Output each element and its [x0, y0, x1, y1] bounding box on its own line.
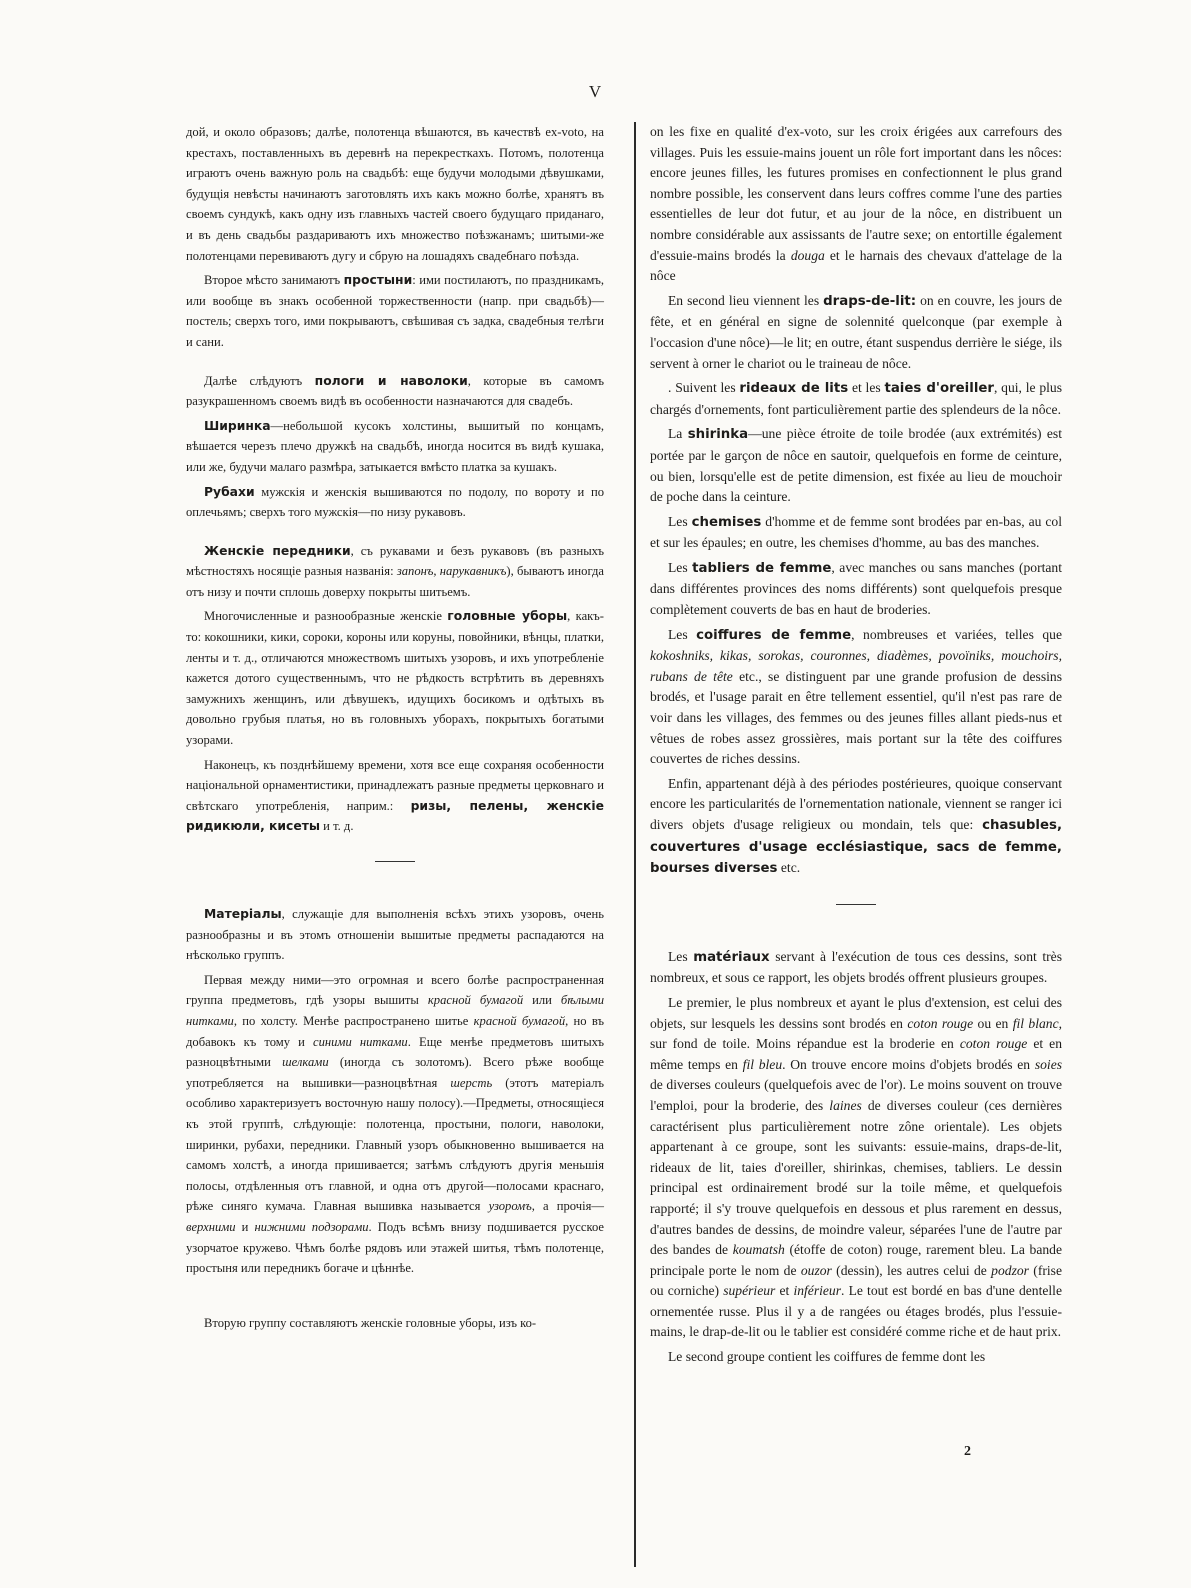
italic-term: запонъ, нарукавникъ: [396, 564, 507, 579]
keyword: chasubles, couvertures d'usage ecclésiastique, sacs de femme, bourses diverses: [650, 818, 1062, 877]
italic-term: шелками: [282, 1055, 329, 1070]
paragraph: [650, 1347, 1062, 1368]
paragraph: [186, 541, 604, 603]
text-run: servant à l'exécution de tous ces dessins, sont très nombreux, et sous ce rapport, les objets brodés offrent plusieurs groupes.: [650, 948, 1062, 986]
text-run: La: [668, 426, 688, 442]
paragraph: [186, 755, 604, 837]
text-run: Вторую группу составляютъ женскіе головные уборы, изъ ко-: [204, 1315, 537, 1330]
text-run: de diverses couleur (ces dernières caractérisent plus particulièrement notre zône orientale). Les objets appartenant à ce groupe, sont les suivants: essuie-mains, draps-de-lit, rideaux de lit, taies d'oreiller, shirinkas, chemises, tabliers. Le dessin principal est ordinairement brodé sur la toile même, et quelquefois rapporté; il s'y trouve quelquefois en dessous et plus rarement en dessus, d'autres bandes de dessins, de moindre valeur, séparées l'une de l'autre par des bandes de: [650, 1097, 1062, 1258]
text-run: —небольшой кусокъ холстины, вышитый по концамъ, вѣшается черезъ плечо дружкѣ на свадьбѣ, иногда носится въ видѣ кушака, или же, будучи малаго размѣра, затыкается вмѣсто платка за кушакъ.: [186, 418, 604, 474]
italic-term: coton rouge: [959, 1036, 1028, 1052]
paragraph: [650, 122, 1062, 287]
text-run: Наконецъ, къ позднѣйшему времени, хотя все еще сохраняя особенности національной орнаментистики, принадлежатъ разные предметы церковнаго и свѣтскаго употребленія, наприм.:: [186, 757, 604, 813]
text-run: ou en: [973, 1015, 1013, 1031]
italic-term: laines: [829, 1097, 862, 1113]
text-run: мужскія и женскія вышиваются по подолу, по вороту и по оплечьямъ; сверхъ того мужскія—по низу рукавовъ.: [186, 484, 604, 520]
italic-term: нижними подзорами: [254, 1219, 369, 1234]
text-run: и: [235, 1219, 255, 1234]
text-run: et le harnais des chevaux d'attelage de la nôce: [650, 247, 1062, 284]
text-run: Второе мѣсто занимаютъ: [204, 273, 344, 288]
paragraph: [186, 482, 604, 523]
italic-term: синими нитками: [313, 1034, 408, 1049]
text-run: on en couvre, les jours de fête, et en général en signe de solennité quelconque (par exemple à l'occasion d'une nôce)—le lit; en outre, étant suspendus derrière le siége, ils servent à orner le chariot ou le traineau de nôce.: [650, 292, 1062, 371]
text-run: , а прочія—: [531, 1199, 604, 1214]
text-run: (этотъ матеріалъ особливо характеризуетъ восточную нашу полосу).—Предметы, относящіеся къ этой группѣ, слѣдующіе: полотенца, простыни, пологи, наволоки, ширинки, рубахи, передники. Главный узоръ обыкновенно вышивается на самомъ холстѣ, а иногда пришивается; затѣмъ слѣдуютъ другія меньшія полосы, отдѣленныя отъ главной, и одна отъ другой—полосами краснаго, рѣже синяго кумача. Главная вышивка называется: [186, 1075, 604, 1214]
text-run: : ими постилаютъ, по праздникамъ, или вообще въ знакъ особенной торжественности (напр. при свадьбѣ)—постель; сверхъ того, ими покрываютъ, свѣшивая съ задка, свадебныя телѣги и сани.: [186, 273, 605, 349]
keyword: Ширинка: [204, 418, 271, 433]
text-run: , служащіе для выполненія всѣхъ этихъ узоровъ, очень разнообразны и въ этомъ отношеніи вышитые предметы распадаются на нѣсколько группъ.: [186, 907, 604, 963]
keyword: rideaux de lits: [739, 381, 849, 397]
text-run: de diverses couleurs (quelquefois avec de l'or). Le moins souvent on trouve l'emploi, pour la broderie, des: [650, 1077, 1062, 1113]
text-run: , по холсту. Менѣе распространено шитье: [233, 1013, 474, 1028]
paragraph: [186, 1313, 604, 1334]
text-run: , nombreuses et variées, telles que: [851, 626, 1063, 642]
text-run: и т. д.: [320, 819, 354, 834]
keyword: coiffures de femme: [696, 627, 852, 643]
paragraph: [186, 904, 604, 966]
text-run: (étoffe de coton) rouge, rarement bleu. La bande principale porte le nom de: [650, 1242, 1062, 1278]
italic-term: douga: [790, 247, 825, 263]
keyword: chemises: [691, 514, 762, 530]
text-run: (dessin), les autres celui de: [831, 1262, 992, 1278]
paragraph: [650, 558, 1062, 621]
text-run: Les: [668, 626, 697, 642]
keyword: головные уборы: [447, 609, 568, 624]
keyword: matériaux: [693, 949, 770, 965]
text-run: Многочисленные и разнообразные женскіе: [204, 609, 448, 624]
italic-term: ouzor: [800, 1262, 832, 1278]
italic-term: fil blanc: [1012, 1015, 1059, 1031]
text-run: et en même temps en: [650, 1036, 1063, 1072]
paragraph: [650, 947, 1062, 989]
italic-term: soies: [1034, 1056, 1063, 1072]
french-column: [650, 122, 1062, 1372]
text-run: Le second groupe contient les coiffures de femme dont les: [668, 1349, 986, 1365]
italic-term: шерсть: [450, 1075, 493, 1090]
keyword: tabliers de femme: [692, 560, 832, 576]
text-run: дой, и около образовъ; далѣе, полотенца вѣшаются, въ качествѣ ex-voto, на крестахъ, поставленныхъ въ деревнѣ на перекресткахъ. Потомъ, полотенца играютъ очень важную роль на свадьбѣ: еще будучи молодыми дѣвушками, будущія невѣсты начинаютъ заготовлять ихъ какъ можно болѣе, хранятъ въ своемъ сундукѣ, какъ одну изъ главныхъ частей своего будущаго приданаго, и въ день свадьбы раздариваютъ ихъ множество поѣзжанамъ; шитыми-же полотенцами перевиваютъ дугу и сбрую на лошадяхъ свадебнаго поѣзда.: [186, 125, 604, 263]
paragraph: [650, 291, 1062, 374]
italic-term: верхними: [186, 1219, 236, 1234]
italic-term: узоромъ: [488, 1199, 532, 1214]
text-run: или: [523, 993, 561, 1008]
text-run: Les: [668, 513, 692, 529]
text-run: . Подъ всѣмъ внизу подшивается русское узорчатое кружево. Чѣмъ болѣе рядовъ или этажей шитья, тѣмъ полотенце, простыня или передникъ богаче и цѣннѣе.: [186, 1219, 604, 1276]
keyword: простыни: [343, 273, 413, 288]
text-run: Les: [668, 948, 694, 964]
text-run: , sur fond de toile. Moins répandue est la broderie en: [650, 1015, 1063, 1052]
paragraph: [186, 371, 604, 412]
text-run: Les: [668, 559, 693, 575]
text-run: , avec manches ou sans manches (portant dans différentes provinces des noms différents) sont quelquefois presque complètement couverts de bas en haut de broderies.: [650, 559, 1062, 618]
text-run: d'homme et de femme sont brodées par en-bas, au col et sur les épaules; en outre, les chemises d'homme, au bas des manches.: [650, 513, 1063, 551]
italic-term: koumatsh: [732, 1242, 785, 1258]
italic-term: красной бумагой: [473, 1013, 566, 1028]
italic-term: бѣлыми нитками: [186, 993, 604, 1028]
paragraph: [650, 774, 1062, 880]
text-run: , съ рукавами и безъ рукавовъ (въ разныхъ мѣстностяхъ носящіе разныя названія:: [186, 543, 604, 579]
italic-term: inférieur: [793, 1283, 842, 1299]
paragraph: [186, 270, 604, 352]
paragraph: [186, 416, 604, 478]
paragraph: [186, 970, 604, 1279]
text-run: En second lieu viennent les: [668, 292, 824, 308]
paragraph: [186, 606, 604, 750]
keyword: shirinka: [687, 427, 749, 443]
text-run: ), бываютъ иногда отъ низу и почти сплошь доверху покрыты шитьемъ.: [186, 564, 604, 599]
keyword: Матеріалы: [204, 907, 282, 921]
text-run: , qui, le plus chargés d'ornements, font particulièrement partie des splendeurs de la nôce.: [650, 380, 1062, 417]
paragraph: [650, 512, 1062, 554]
text-run: (frise ou corniche): [650, 1262, 1062, 1299]
signature-mark: 2: [964, 1444, 971, 1459]
keyword: ризы, пелены, женскіе ридикюли, кисеты: [186, 798, 604, 834]
keyword: пологи и наволоки: [314, 373, 468, 388]
text-run: —une pièce étroite de toile brodée (aux extrémités) est portée par le garçon de nôce en sautoir, quelquefois en forme de ceinture, ou bien, lorsqu'elle est de petite dimension, est fixée au lieu de mouchoir de poche dans la ceinture.: [650, 426, 1062, 505]
section-separator: [375, 861, 415, 862]
text-run: (иногда съ золотомъ). Всего рѣже вообще употребляется на вышивки—разноцвѣтная: [186, 1055, 605, 1090]
keyword: draps-de-lit:: [823, 293, 917, 309]
text-run: Первая между ними—это огромная и всего болѣе распространенная группа предметовъ, гдѣ узоры вышиты: [186, 972, 604, 1008]
paragraph: [650, 424, 1062, 507]
italic-term: kokoshniks, kikas, sorokas, couronnes, diadèmes, povoïniks, mouchoirs, rubans de tête: [650, 648, 1062, 684]
italic-term: fil bleu: [742, 1056, 783, 1072]
text-run: et les: [848, 380, 885, 396]
keyword: Женскіе передники: [204, 543, 351, 558]
text-run: . Suivent les: [668, 380, 740, 396]
text-run: Le premier, le plus nombreux et ayant le plus d'extension, est celui des objets, sur lesquels les dessins sont brodés en: [650, 994, 1062, 1031]
text-run: . Еще менѣе предметовъ шитыхъ разноцвѣтными: [186, 1034, 604, 1070]
text-run: Enfin, appartenant déjà à des périodes postérieures, quoique conservant encore les particularités de l'ornementation nationale, viennent se ranger ici divers objets d'usage religieux ou mondain, tels que:: [650, 775, 1062, 832]
paragraph: [650, 378, 1062, 420]
column-divider: [634, 122, 636, 1567]
paragraph: [650, 993, 1062, 1343]
paragraph: [650, 625, 1062, 770]
text-run: , но въ добавокъ къ тому и: [186, 1013, 604, 1049]
text-run: etc., se distinguent par une grande profusion de dessins brodés, et l'usage parait en être tellement essentiel, qu'il n'est pas rare de voir dans les villages, des femmes ou des jeunes filles allant pieds-nus et vêtues de robes assez grossières, mais portant sur la tête des coiffures couvertes de riches dessins.: [650, 668, 1062, 767]
text-run: . On trouve encore moins d'objets brodés en: [782, 1056, 1035, 1072]
italic-term: coton rouge: [907, 1015, 974, 1031]
russian-column: [186, 122, 604, 1337]
text-run: Далѣе слѣдуютъ: [204, 373, 315, 388]
italic-term: красной бумагой: [427, 993, 524, 1008]
text-run: , какъ-то: кокошники, кики, сороки, короны или коруны, повойники, вѣнцы, платки, ленты и т. д., отличаются множествомъ шитыхъ узоровъ, и ихъ употребленіе кажется дотого существеннымъ, что не рѣдкость встрѣтить въ деревняхъ замужнихъ женщинъ, или дѣвушекъ, идущихъ босикомъ и одѣтыхъ въ довольно грубыя платья, но въ головныхъ уборахъ, покрытыхъ богатыми узорами.: [186, 609, 604, 748]
page-number: V: [588, 82, 603, 101]
section-separator: [836, 904, 876, 905]
paragraph: [186, 122, 604, 266]
keyword: taies d'oreiller: [884, 381, 994, 397]
italic-term: supérieur: [723, 1283, 776, 1299]
text-run: etc.: [777, 860, 801, 876]
keyword: Рубахи: [204, 484, 255, 499]
text-run: et: [775, 1283, 794, 1299]
text-run: . Le tout est bordé en bas d'une dentelle ornementée russe. Plus il y a de rangées ou étages brodés, plus l'essuie-mains, le drap-de-lit ou le tablier est considéré comme riche et de haut prix.: [650, 1283, 1062, 1340]
text-run: on les fixe en qualité d'ex-voto, sur les croix érigées aux carrefours des villages. Puis les essuie-mains jouent un rôle fort important dans les nôces: encore jeunes filles, les futures promises en confectionnent le plus grand nombre possible, les conservent dans leurs coffres comme l'une des parties essentielles de leur dot futur, et au jour de la nôce, en distribuent un nombre considérable aux assissants de l'autre sexe; on entortille également d'essuie-mains brodés la: [650, 124, 1062, 263]
italic-term: podzor: [991, 1262, 1029, 1278]
text-run: , которые въ самомъ разукрашенномъ своемъ видѣ въ особенности назначаются для свадебъ.: [186, 373, 604, 409]
